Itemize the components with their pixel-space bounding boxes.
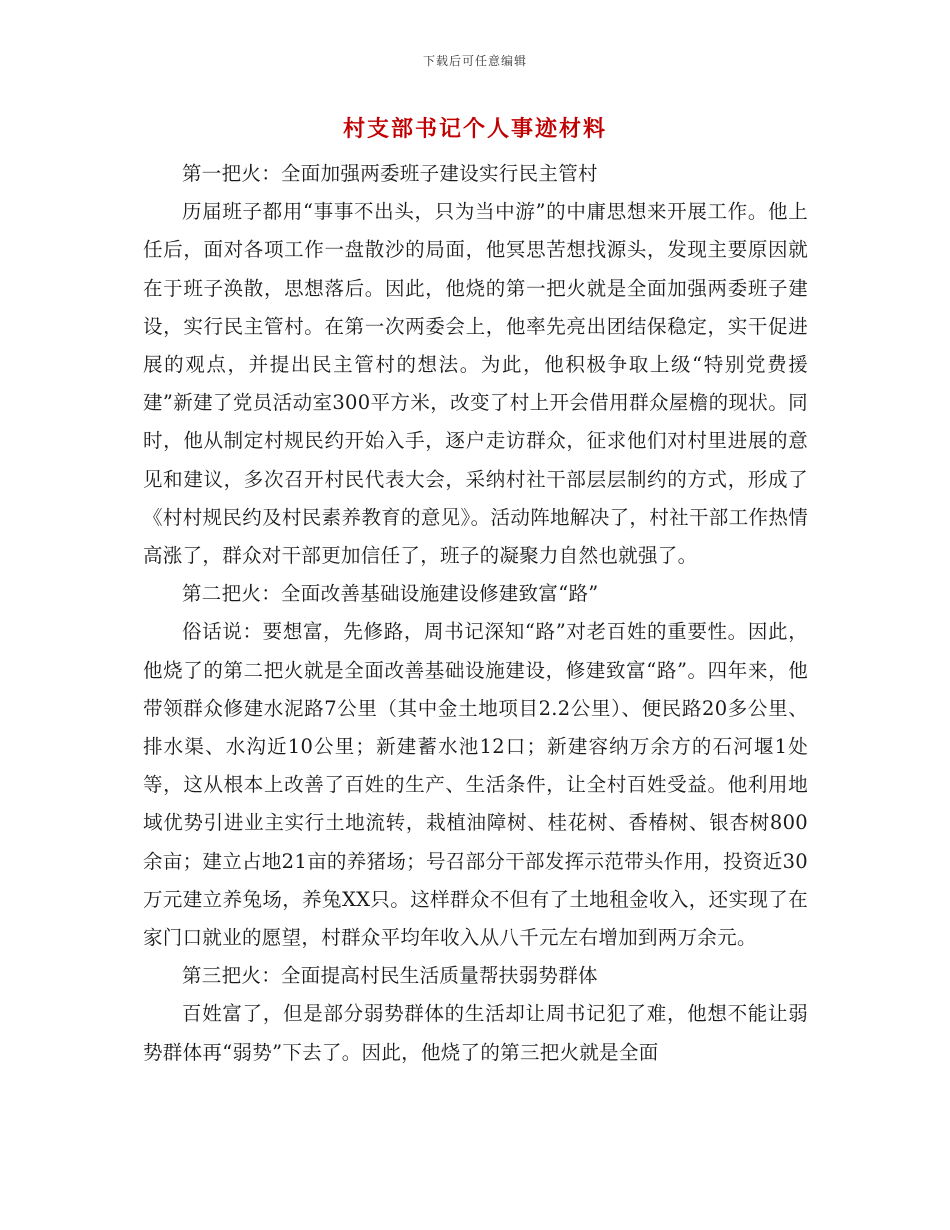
section-heading-3: 第三把火：全面提高村民生活质量帮扶弱势群体 bbox=[182, 964, 598, 988]
document-body bbox=[143, 155, 808, 1072]
section-heading-1: 第一把火：全面加强两委班子建设实行民主管村 bbox=[182, 162, 598, 185]
header-note: 下载后可任意编辑 bbox=[422, 54, 527, 68]
document-title: 村支部书记个人事迹材料 bbox=[342, 116, 607, 142]
section-heading-2: 第二把火：全面改善基础设施建设修建致富“路” bbox=[182, 582, 599, 606]
body-paragraph-1: 历届班子都用“事事不出头，只为当中游”的中庸思想来开展工作。他上任后，面对各项工作一盘散沙的局面，他冥思苦想找源头，发现主要原因就在于班子涣散，思想落后。因此，他烧的第一把火就是全面加强两委班子建设，实行民主管村。在第一次两委会上，他率先亮出团结保稳定，实干促进展的观点，并提出民主管村的想法。为此，他积极争取上级“特别党费援建”新建了党员活动室300平方米，改变了村上开会借用群众屋檐的现状。同时，他从制定村规民约开始入手，逐户走访群众，征求他们对村里进展的意见和建议，多次召开村民代表大会，采纳村社干部层层制约的方式，形成了《村村规民约及村民素养教育的意见》。活动阵地解决了，村社干部工作热情高涨了，群众对干部更加信任了，班子的凝聚力自然也就强了。 bbox=[143, 200, 808, 568]
body-paragraph-2: 俗话说：要想富，先修路，周书记深知“路”对老百姓的重要性。因此，他烧了的第二把火就是全面改善基础设施建设，修建致富“路”。四年来，他带领群众修建水泥路7公里（其中金土地项目2.2公里）、便民路20多公里、排水渠、水沟近10公里；新建蓄水池12口；新建容纳万余方的石河堰1处等，这从根本上改善了百姓的生产、生活条件，让全村百姓受益。他利用地域优势引进业主实行土地流转，栽植油障树、桂花树、香椿树、银杏树800余亩；建立占地21亩的养猪场；号召部分干部发挥示范带头作用，投资近30万元建立养兔场，养兔XX只。这样群众不但有了土地租金收入，还实现了在家门口就业的愿望，村群众平均年收入从八千元左右增加到两万余元。 bbox=[143, 620, 808, 950]
body-paragraph-3: 百姓富了，但是部分弱势群体的生活却让周书记犯了难，他想不能让弱势群体再“弱势”下去了。因此，他烧了的第三把火就是全面 bbox=[143, 1002, 808, 1064]
